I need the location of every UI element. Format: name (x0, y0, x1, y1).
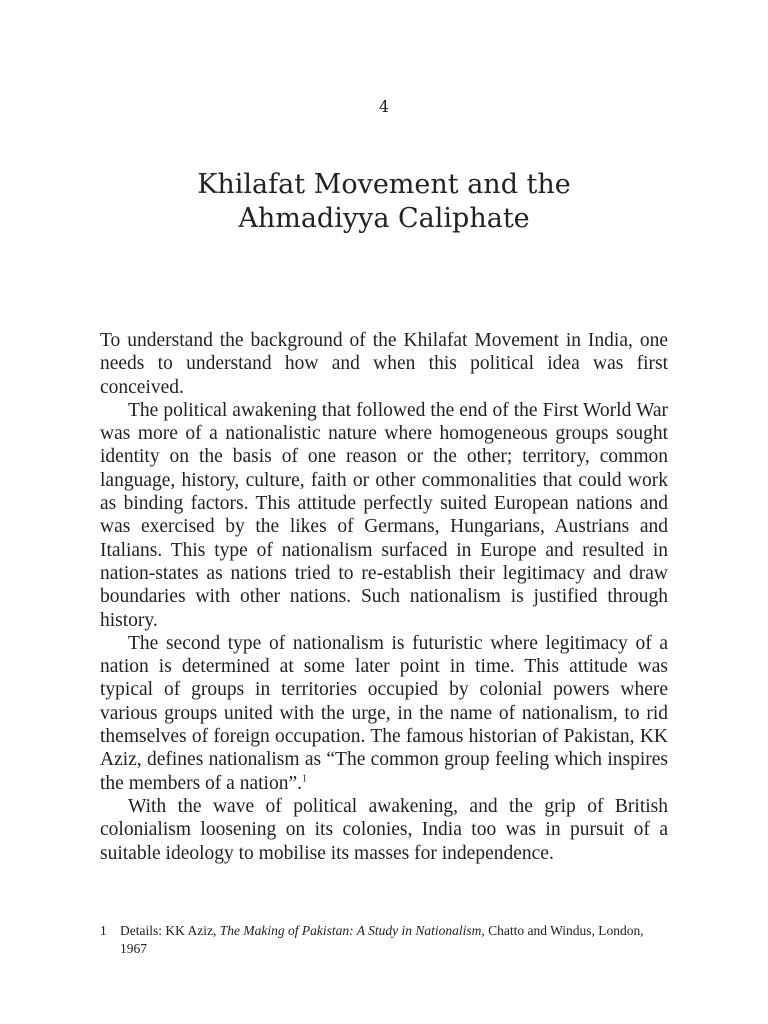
chapter-title-line-2: Ahmadiyya Caliphate (238, 203, 530, 234)
paragraph-4: With the wave of political awakening, and the grip of British colonialism loosening on its colonies, India too was in pursuit of a suitable ideology to mobilise its masses for independence. (100, 795, 668, 864)
body-text (100, 329, 668, 865)
footnote-prefix: Details: KK Aziz, (120, 923, 220, 938)
footnote-number: 1 (100, 923, 107, 938)
footnote-reference: 1 (301, 773, 307, 785)
chapter-title (0, 168, 768, 236)
footnotes (100, 922, 668, 958)
paragraph-2: The political awakening that followed the end of the First World War was more of a nationalistic nature where homogeneous groups sought identity on the basis of one reason or the other; territory, common language, history, culture, faith or other commonalities that could work as binding factors. This attitude perfectly suited European nations and was exercised by the likes of Germans, Hungarians, Austrians and Italians. This type of nationalism surfaced in Europe and resulted in nation-states as nations tried to re-establish their legitimacy and draw boundaries with other nations. Such nationalism is justified through history. (100, 399, 668, 631)
footnote-suffix: Chatto and Windus, London, 1967 (120, 923, 644, 956)
chapter-title-line-1: Khilafat Movement and the (197, 169, 571, 200)
paragraph-3-text: The second type of nationalism is futuristic where legitimacy of a nation is determined at some later point in time. This attitude was typical of groups in territories occupied by colonial powers where various groups united with the urge, in the name of nationalism, to rid themselves of foreign occupation. The famous historian of Pakistan, KK Aziz, defines nationalism as “The common group feeling which inspires the members of a nation”. (100, 632, 668, 794)
footnote-book-title: The Making of Pakistan: A Study in Nationalism, (219, 923, 485, 938)
paragraph-1: To understand the background of the Khilafat Movement in India, one needs to understand how and when this political idea was first conceived. (100, 330, 668, 398)
chapter-number: 4 (378, 97, 390, 116)
paragraph-3 (100, 632, 668, 795)
footnote-1 (100, 922, 668, 958)
